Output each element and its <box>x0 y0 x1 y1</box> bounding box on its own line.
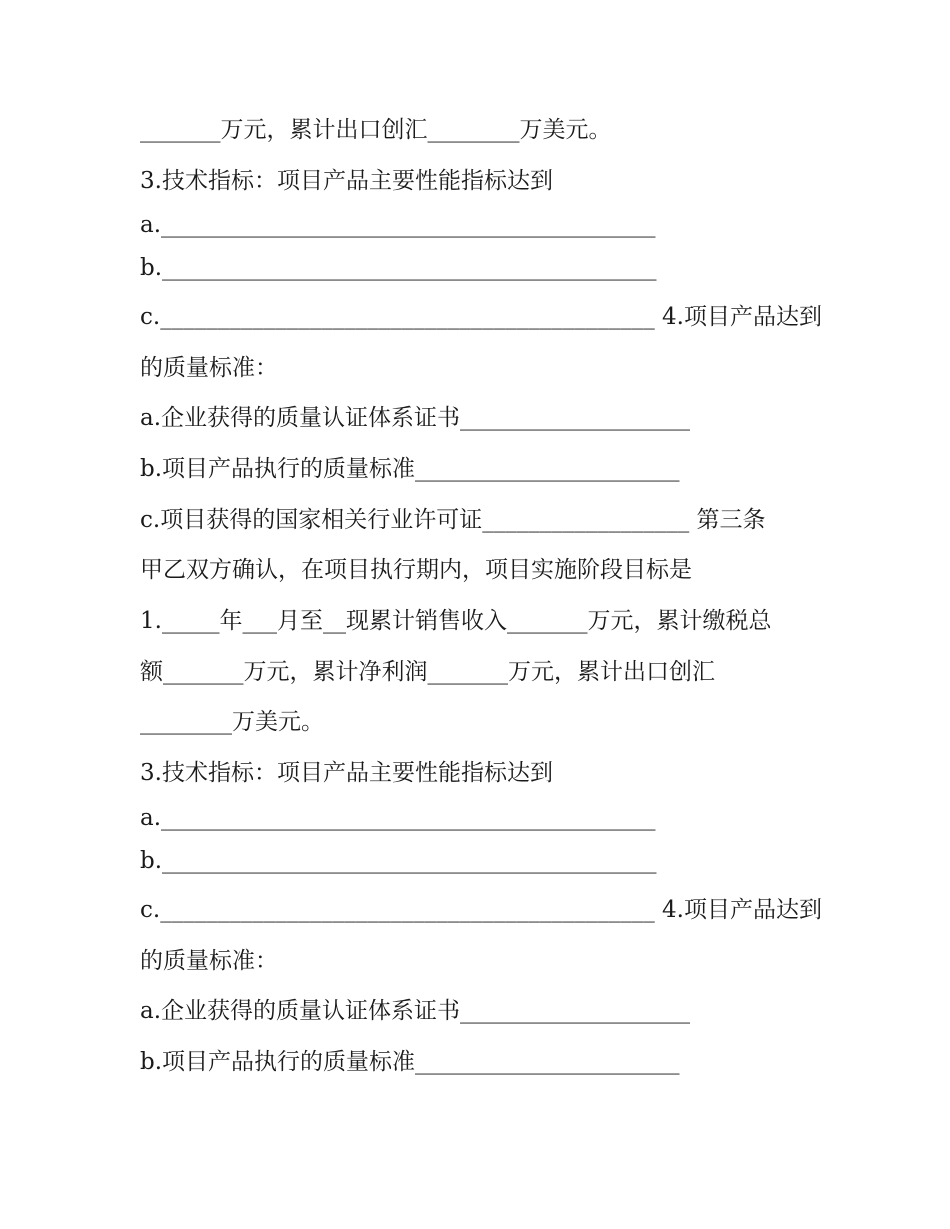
text-line: b.项目产品执行的质量标准_______________________ <box>140 456 680 482</box>
text-line: 甲乙双方确认，在项目执行期内，项目实施阶段目标是 <box>140 557 692 583</box>
text-line: 3.技术指标：项目产品主要性能指标达到 <box>140 760 553 786</box>
text-line: 的质量标准： <box>140 948 278 974</box>
text-line: a.企业获得的质量认证体系证书____________________ <box>140 998 691 1024</box>
text-line: a.___________________________________________ <box>140 805 656 831</box>
text-line: a.企业获得的质量认证体系证书____________________ <box>140 405 691 431</box>
text-line: b.___________________________________________ <box>140 848 657 874</box>
text-line: 的质量标准： <box>140 355 278 381</box>
text-line: c.___________________________________________ 4.项目产品达到 <box>140 304 822 330</box>
text-line: c.项目获得的国家相关行业许可证__________________ 第三条 <box>140 507 766 533</box>
text-line: 额_______万元，累计净利润_______万元，累计出口创汇 <box>140 659 715 685</box>
text-line: _______万元，累计出口创汇________万美元。 <box>140 117 612 143</box>
text-line: 1._____年___月至__现累计销售收入_______万元，累计缴税总 <box>140 608 772 634</box>
text-line: b.项目产品执行的质量标准_______________________ <box>140 1049 680 1075</box>
text-line: ________万美元。 <box>140 709 324 735</box>
text-line: 3.技术指标：项目产品主要性能指标达到 <box>140 168 553 194</box>
text-line: c.___________________________________________ 4.项目产品达到 <box>140 897 822 923</box>
text-line: b.___________________________________________ <box>140 255 657 281</box>
text-line: a.___________________________________________ <box>140 212 656 238</box>
